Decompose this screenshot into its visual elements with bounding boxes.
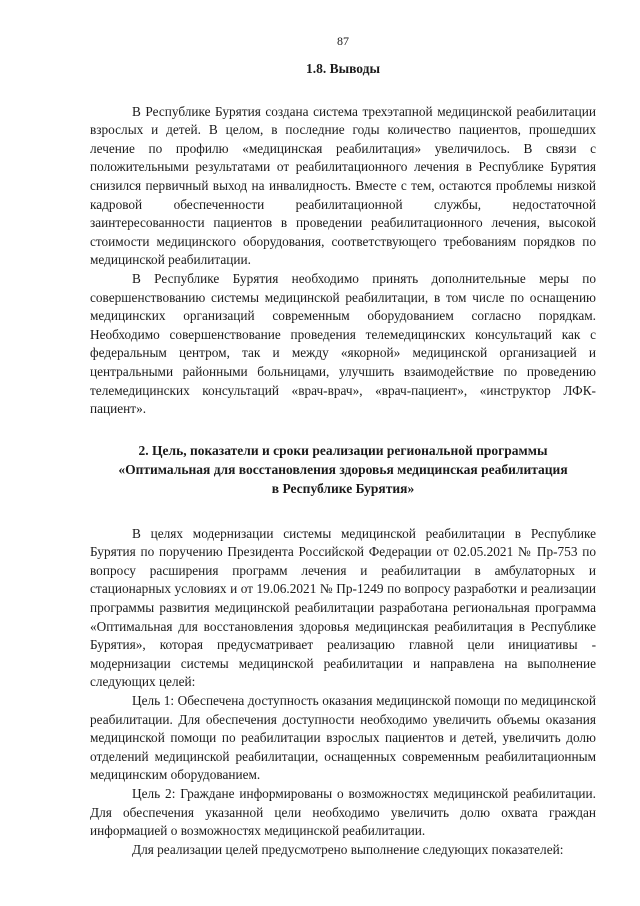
section-2-title: [90, 441, 596, 498]
section-2-paragraph: В целях модернизации системы медицинской реабилитации в Республике Бурятия по поручению Президента Российской Федерации от 02.05.2021 № Пр-753 по вопросу расширения программ лечения и реабилитации в амбулаторных и стационарных условиях и от 19.06.2021 № Пр-1249 по вопросу разработки и реализации программы развития медицинской реабилитации разработана региональная программа «Оптимальная для восстановления здоровья медицинская реабилитация в Республике Бурятия», которая предусматривает реализацию главной цели инициативы - модернизации системы медицинской реабилитации и направлена на выполнение следующих целей:: [90, 525, 596, 690]
goal-1-paragraph: Цель 1: Обеспечена доступность оказания медицинской помощи по медицинской реабилитации. Для обеспечения доступности необходимо увеличить объемы оказания медицинской помощи по реабилитации взрослых пациентов и детей, увеличить долю отделений медицинской реабилитации, оснащенных современным реабилитационным медицинским оборудованием.: [90, 693, 596, 783]
goal-2-paragraph: Цель 2: Граждане информированы о возможностях медицинской реабилитации. Для обеспечения указанной цели необходимо увеличить долю охвата граждан информацией о возможностях медицинской реабилитации.: [90, 786, 596, 839]
section-1-8-paragraph: В Республике Бурятия необходимо принять дополнительные меры по совершенствованию системы медицинской реабилитации, в том числе по оснащению медицинских организаций современным оборудованием согласно порядкам. Необходимо совершенствование проведения телемедицинских консультаций как с федеральным центром, так и между «якорной» медицинской организацией и центральными районными больницами, улучшить взаимодействие по проведению телемедицинских консультаций «врач-врач», «врач-пациент», «инструктор ЛФК-пациент».: [90, 270, 596, 417]
section-1-8-paragraph: В Республике Бурятия создана система трехэтапной медицинской реабилитации взрослых и детей. В целом, в последние годы количество пациентов, прошедших лечение по профилю «медицинская реабилитация» увеличилось. В связи с положительными результатами от реабилитационного лечения в Республике Бурятия снизился первичный выход на инвалидность. Вместе с тем, остаются проблемы низкой кадровой обеспеченности реабилитационной службы, недостаточной заинтересованности пациентов в проведении реабилитационного лечения, высокой стоимости медицинского оборудования, соответствующего требованиям порядков по медицинской реабилитации.: [90, 103, 596, 268]
section-2-title-line: в Республике Бурятия»: [271, 480, 415, 496]
section-1-8-title: 1.8. Выводы: [305, 61, 381, 76]
page-number: 87: [337, 34, 349, 48]
section-2-title-line: 2. Цель, показатели и сроки реализации региональной программы: [138, 442, 548, 458]
indicators-intro-paragraph: Для реализации целей предусмотрено выполнение следующих показателей:: [132, 841, 564, 857]
section-2-title-line: «Оптимальная для восстановления здоровья медицинская реабилитация: [118, 461, 568, 477]
